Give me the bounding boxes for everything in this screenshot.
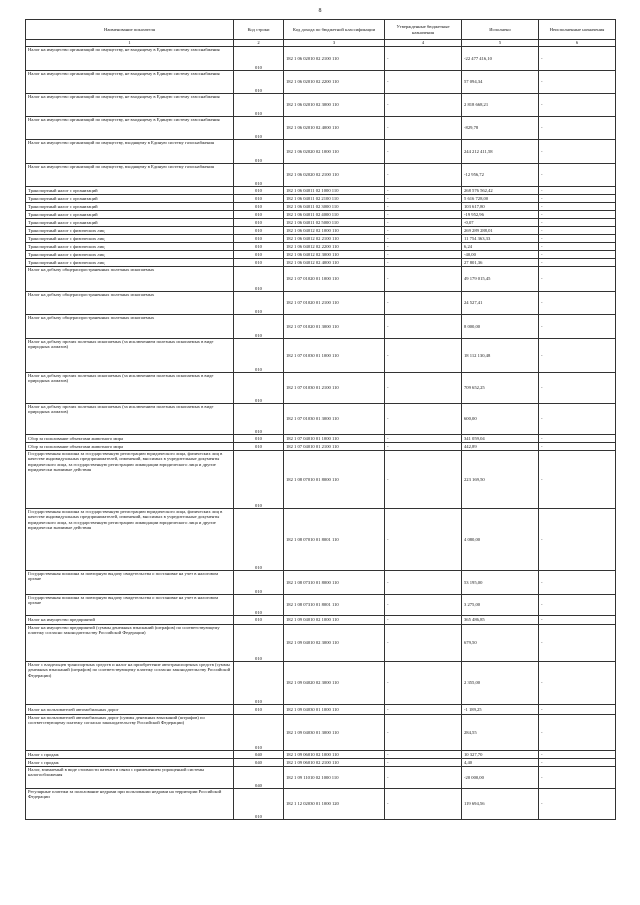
row-approved: - [385, 751, 462, 759]
table-row [26, 203, 616, 211]
row-code: 010 [234, 195, 284, 203]
table-row [26, 443, 616, 451]
row-code: 010 [234, 292, 284, 315]
row-approved: - [385, 47, 462, 71]
row-executed: 18 112 130,48 [462, 339, 539, 373]
row-kbk: 182 1 12 02030 01 1000 120 [284, 789, 385, 820]
row-kbk: 182 1 06 02020 02 2100 110 [284, 164, 385, 187]
row-code: 010 [234, 203, 284, 211]
table-row [26, 509, 616, 571]
row-code: 010 [234, 267, 284, 292]
table-row [26, 595, 616, 616]
row-executed: 268 576 562,42 [462, 187, 539, 195]
row-unexecuted: - [539, 47, 616, 71]
row-executed: 49 179 015,45 [462, 267, 539, 292]
row-name: Налог на имущество организаций по имуществу, не входящему в Единую систему газоснабжения [26, 71, 234, 94]
row-approved: - [385, 94, 462, 117]
row-name: Налог на имущество организаций по имуществу, не входящему в Единую систему газоснабжения [26, 117, 234, 140]
row-unexecuted: - [539, 767, 616, 789]
row-code: 010 [234, 625, 284, 662]
row-kbk: 182 1 07 01030 01 1000 110 [284, 339, 385, 373]
table-row [26, 339, 616, 373]
row-executed: 4,40 [462, 759, 539, 767]
row-approved: - [385, 140, 462, 164]
row-kbk: 182 1 06 02010 02 2200 110 [284, 71, 385, 94]
row-approved: - [385, 339, 462, 373]
row-kbk: 182 1 09 11010 02 1000 110 [284, 767, 385, 789]
row-executed: 119 694,56 [462, 789, 539, 820]
row-name: Налог на имущество организаций по имуществу, не входящему в Единую систему газоснабжения [26, 47, 234, 71]
row-approved: - [385, 662, 462, 705]
row-name: Налог с продаж [26, 751, 234, 759]
row-code: 010 [234, 616, 284, 625]
row-kbk: 182 1 08 07010 01 8001 110 [284, 509, 385, 571]
row-name: Транспортный налог с физических лиц [26, 243, 234, 251]
row-code: 010 [234, 595, 284, 616]
row-name: Налог на пользователей автомобильных дорог [26, 705, 234, 715]
page-number: 8 [318, 8, 322, 14]
row-code: 010 [234, 662, 284, 705]
col-header-approved: Утвержденные бюджетные назначения [385, 20, 462, 40]
row-code: 010 [234, 451, 284, 509]
table-row [26, 435, 616, 443]
row-approved: - [385, 435, 462, 443]
row-executed: 709 652,25 [462, 373, 539, 404]
table-row [26, 227, 616, 235]
row-approved: - [385, 235, 462, 243]
row-name: Налог на имущество организаций по имуществу, не входящему в Единую систему газоснабжения [26, 94, 234, 117]
row-code: 010 [234, 251, 284, 259]
row-executed: -22 477 416,10 [462, 47, 539, 71]
table-row [26, 767, 616, 789]
row-executed: 57 094,34 [462, 71, 539, 94]
row-kbk: 182 1 06 02010 02 4000 110 [284, 117, 385, 140]
row-kbk: 182 1 06 04012 02 3000 110 [284, 251, 385, 259]
row-name: Налог на добычу прочих полезных ископаемых (за исключением полезных ископаемых в виде природных алмазов) [26, 339, 234, 373]
row-unexecuted: - [539, 315, 616, 339]
row-executed: -19 952,96 [462, 211, 539, 219]
row-executed: -0,07 [462, 219, 539, 227]
row-executed: 244 212 411,58 [462, 140, 539, 164]
table-row [26, 117, 616, 140]
table-row [26, 751, 616, 759]
row-name: Транспортный налог с физических лиц [26, 227, 234, 235]
row-code: 010 [234, 705, 284, 715]
row-kbk: 182 1 06 02010 02 2100 110 [284, 47, 385, 71]
row-approved: - [385, 195, 462, 203]
row-code: 010 [234, 187, 284, 195]
row-approved: - [385, 243, 462, 251]
table-row [26, 71, 616, 94]
row-name: Транспортный налог с организаций [26, 203, 234, 211]
row-code: 010 [234, 509, 284, 571]
row-executed: 3 275,00 [462, 595, 539, 616]
row-approved: - [385, 251, 462, 259]
row-approved: - [385, 164, 462, 187]
row-unexecuted: - [539, 404, 616, 435]
row-unexecuted: - [539, 662, 616, 705]
row-unexecuted: - [539, 140, 616, 164]
row-approved: - [385, 595, 462, 616]
row-kbk: 182 1 09 04010 02 3000 110 [284, 625, 385, 662]
row-unexecuted: - [539, 251, 616, 259]
row-kbk: 182 1 06 04011 02 3000 110 [284, 203, 385, 211]
row-unexecuted: - [539, 451, 616, 509]
row-kbk: 182 1 08 07010 01 8000 110 [284, 451, 385, 509]
table-row [26, 789, 616, 820]
table-row [26, 211, 616, 219]
row-executed: 284,55 [462, 715, 539, 751]
row-name: Налог на пользователей автомобильных дорог (суммы денежных взысканий (штрафов) по соответствующему платежу согласно законодательству Российской Федерации) [26, 715, 234, 751]
row-name: Государственная пошлина за повторную выдачу свидетельства о постановке на учет в налоговом органе [26, 571, 234, 595]
row-unexecuted: - [539, 203, 616, 211]
row-kbk: 182 1 06 04012 02 2100 110 [284, 235, 385, 243]
column-number: 5 [462, 40, 539, 47]
row-approved: - [385, 219, 462, 227]
row-kbk: 182 1 06 04012 02 4000 110 [284, 259, 385, 267]
table-row [26, 616, 616, 625]
column-number: 1 [26, 40, 234, 47]
row-executed: 600,00 [462, 404, 539, 435]
row-code: 010 [234, 435, 284, 443]
table-header-row [26, 20, 616, 40]
column-number-row [26, 40, 616, 47]
row-kbk: 182 1 07 04010 01 1000 110 [284, 435, 385, 443]
row-kbk: 182 1 09 04020 02 3000 110 [284, 662, 385, 705]
row-name: Налог на имущество предприятий [26, 616, 234, 625]
row-code: 040 [234, 759, 284, 767]
row-executed: 53 195,00 [462, 571, 539, 595]
row-executed: -12 956,72 [462, 164, 539, 187]
row-approved: - [385, 117, 462, 140]
row-kbk: 182 1 09 06010 02 1000 110 [284, 751, 385, 759]
row-approved: - [385, 715, 462, 751]
row-executed: 341 059,04 [462, 435, 539, 443]
row-executed: 365 486,85 [462, 616, 539, 625]
row-unexecuted: - [539, 187, 616, 195]
row-executed: 269 289 288,01 [462, 227, 539, 235]
table-row [26, 195, 616, 203]
row-unexecuted: - [539, 715, 616, 751]
row-approved: - [385, 705, 462, 715]
row-unexecuted: - [539, 292, 616, 315]
row-code: 010 [234, 211, 284, 219]
row-executed: 442,89 [462, 443, 539, 451]
row-approved: - [385, 509, 462, 571]
row-name: Налог с продаж [26, 759, 234, 767]
table-row [26, 219, 616, 227]
row-name: Государственная пошлина за государственную регистрацию юридического лица, физических лиц в качестве индивидуальных предпринимателей, изменений, вносимых в учредительные документы юридического лица, за государственную регистрацию ликвидации юридического лица и другие юридически значимые действия [26, 509, 234, 571]
col-header-name: Наименование показателя [26, 20, 234, 40]
row-code: 010 [234, 219, 284, 227]
row-name: Налог на имущество организаций по имуществу, входящему в Единую систему газоснабжения [26, 164, 234, 187]
row-executed: 27 801,36 [462, 259, 539, 267]
row-approved: - [385, 211, 462, 219]
row-code: 010 [234, 47, 284, 71]
row-code: 010 [234, 243, 284, 251]
row-kbk: 182 1 07 01030 01 3000 110 [284, 404, 385, 435]
table-row [26, 164, 616, 187]
row-kbk: 182 1 06 04011 02 1000 110 [284, 187, 385, 195]
table-row [26, 571, 616, 595]
row-executed: -40,00 [462, 251, 539, 259]
table-row [26, 759, 616, 767]
table-row [26, 187, 616, 195]
row-kbk: 182 1 09 06010 02 2100 110 [284, 759, 385, 767]
row-code: 010 [234, 259, 284, 267]
row-kbk: 182 1 06 04011 02 2100 110 [284, 195, 385, 203]
row-approved: - [385, 571, 462, 595]
row-kbk: 182 1 09 04030 01 1000 110 [284, 705, 385, 715]
row-code: 010 [234, 373, 284, 404]
table-row [26, 625, 616, 662]
row-kbk: 182 1 08 07310 01 8000 110 [284, 571, 385, 595]
row-name: Регулярные платежи за пользование недрами при пользовании недрами на территории Российской Федерации [26, 789, 234, 820]
table-row [26, 259, 616, 267]
row-executed: 103 617,80 [462, 203, 539, 211]
row-unexecuted: - [539, 267, 616, 292]
row-name: Налог на имущество организаций по имуществу, входящему в Единую систему газоснабжения [26, 140, 234, 164]
row-kbk: 182 1 08 07310 01 8001 110 [284, 595, 385, 616]
row-name: Государственная пошлина за повторную выдачу свидетельства о постановке на учет в налоговом органе [26, 595, 234, 616]
row-code: 010 [234, 404, 284, 435]
row-unexecuted: - [539, 625, 616, 662]
row-executed: 11 754 363,33 [462, 235, 539, 243]
row-code: 040 [234, 751, 284, 759]
row-kbk: 182 1 07 01020 01 2100 110 [284, 292, 385, 315]
row-approved: - [385, 789, 462, 820]
table-row [26, 140, 616, 164]
row-name: Транспортный налог с физических лиц [26, 235, 234, 243]
row-executed: 5 616 728,00 [462, 195, 539, 203]
row-executed: 24 527,41 [462, 292, 539, 315]
row-approved: - [385, 443, 462, 451]
row-unexecuted: - [539, 373, 616, 404]
row-name: Государственная пошлина за государственную регистрацию юридического лица, физических лиц в качестве индивидуальных предпринимателей, изменений, вносимых в учредительные документы юридического лица, за государственную регистрацию ликвидации юридического лица и другие юридически значимые действия [26, 451, 234, 509]
row-code: 010 [234, 715, 284, 751]
row-unexecuted: - [539, 94, 616, 117]
row-approved: - [385, 625, 462, 662]
row-code: 010 [234, 71, 284, 94]
row-executed: 679,50 [462, 625, 539, 662]
row-executed: 2 818 668,21 [462, 94, 539, 117]
row-unexecuted: - [539, 195, 616, 203]
row-unexecuted: - [539, 259, 616, 267]
row-executed: 223 169,50 [462, 451, 539, 509]
row-approved: - [385, 767, 462, 789]
row-kbk: 182 1 09 04010 02 1000 110 [284, 616, 385, 625]
row-unexecuted: - [539, 509, 616, 571]
row-name: Налог на добычу общераспространенных полезных ископаемых [26, 267, 234, 292]
row-approved: - [385, 315, 462, 339]
table-row [26, 315, 616, 339]
column-number: 2 [234, 40, 284, 47]
row-kbk: 182 1 06 04012 02 1000 110 [284, 227, 385, 235]
row-approved: - [385, 71, 462, 94]
table-row [26, 404, 616, 435]
row-unexecuted: - [539, 339, 616, 373]
row-kbk: 182 1 06 02010 02 3000 110 [284, 94, 385, 117]
row-name: Транспортный налог с физических лиц [26, 259, 234, 267]
row-unexecuted: - [539, 435, 616, 443]
row-unexecuted: - [539, 616, 616, 625]
row-kbk: 182 1 07 04010 01 2100 110 [284, 443, 385, 451]
table-row [26, 47, 616, 71]
row-name: Транспортный налог с физических лиц [26, 251, 234, 259]
row-code: 010 [234, 164, 284, 187]
row-executed: -20 000,00 [462, 767, 539, 789]
row-unexecuted: - [539, 789, 616, 820]
row-unexecuted: - [539, 759, 616, 767]
row-code: 010 [234, 789, 284, 820]
row-code: 010 [234, 443, 284, 451]
row-executed: 8 000,00 [462, 315, 539, 339]
row-unexecuted: - [539, 227, 616, 235]
row-name: Налог, взимаемый в виде стоимости патента в связи с применением упрощенной системы налогообложения [26, 767, 234, 789]
row-approved: - [385, 187, 462, 195]
row-approved: - [385, 267, 462, 292]
col-header-executed: Исполнено [462, 20, 539, 40]
row-name: Транспортный налог с организаций [26, 219, 234, 227]
row-name: Налог на добычу общераспространенных полезных ископаемых [26, 292, 234, 315]
row-kbk: 182 1 07 01020 01 1000 110 [284, 267, 385, 292]
col-header-unexecuted: Неисполненные назначения [539, 20, 616, 40]
row-code: 010 [234, 315, 284, 339]
table-row [26, 251, 616, 259]
row-unexecuted: - [539, 71, 616, 94]
row-code: 010 [234, 117, 284, 140]
row-name: Налог на имущество предприятий (суммы денежных взысканий (штрафов) по соответствующему платежу согласно законодательству Российской Федерации) [26, 625, 234, 662]
table-row [26, 94, 616, 117]
row-unexecuted: - [539, 595, 616, 616]
row-kbk: 182 1 06 04011 02 4000 110 [284, 211, 385, 219]
row-executed: 6,24 [462, 243, 539, 251]
row-approved: - [385, 292, 462, 315]
revenue-table [25, 19, 616, 820]
row-executed: -829,78 [462, 117, 539, 140]
row-unexecuted: - [539, 117, 616, 140]
table-row [26, 243, 616, 251]
row-executed: 4 080,00 [462, 509, 539, 571]
row-name: Транспортный налог с организаций [26, 211, 234, 219]
row-name: Налог на добычу прочих полезных ископаемых (за исключением полезных ископаемых в виде природных алмазов) [26, 373, 234, 404]
row-unexecuted: - [539, 219, 616, 227]
table-row [26, 292, 616, 315]
row-name: Транспортный налог с организаций [26, 187, 234, 195]
col-header-code: Код строки [234, 20, 284, 40]
column-number: 3 [284, 40, 385, 47]
table-body [26, 47, 616, 820]
table-row [26, 715, 616, 751]
row-name: Сбор за пользование объектами животного мира [26, 443, 234, 451]
row-code: 010 [234, 140, 284, 164]
row-approved: - [385, 616, 462, 625]
row-unexecuted: - [539, 211, 616, 219]
row-unexecuted: - [539, 443, 616, 451]
row-unexecuted: - [539, 705, 616, 715]
row-approved: - [385, 259, 462, 267]
row-approved: - [385, 203, 462, 211]
row-kbk: 182 1 06 04012 02 2200 110 [284, 243, 385, 251]
row-unexecuted: - [539, 751, 616, 759]
table-row [26, 705, 616, 715]
col-header-kbk: Код дохода по бюджетной классификации [284, 20, 385, 40]
row-unexecuted: - [539, 235, 616, 243]
row-code: 040 [234, 767, 284, 789]
row-code: 010 [234, 94, 284, 117]
row-executed: -1 189,25 [462, 705, 539, 715]
row-name: Сбор за пользование объектами животного мира [26, 435, 234, 443]
row-approved: - [385, 759, 462, 767]
table-row [26, 267, 616, 292]
table-row [26, 235, 616, 243]
row-approved: - [385, 404, 462, 435]
row-unexecuted: - [539, 571, 616, 595]
row-name: Транспортный налог с организаций [26, 195, 234, 203]
row-kbk: 182 1 07 01020 01 3000 110 [284, 315, 385, 339]
row-unexecuted: - [539, 243, 616, 251]
row-code: 010 [234, 339, 284, 373]
row-name: Налог на добычу общераспространенных полезных ископаемых [26, 315, 234, 339]
row-kbk: 182 1 06 02020 02 1000 110 [284, 140, 385, 164]
table-row [26, 451, 616, 509]
row-code: 010 [234, 571, 284, 595]
row-kbk: 182 1 07 01030 01 2100 110 [284, 373, 385, 404]
row-approved: - [385, 227, 462, 235]
table-row [26, 373, 616, 404]
row-executed: 2 355,00 [462, 662, 539, 705]
row-executed: 10 327,70 [462, 751, 539, 759]
row-kbk: 182 1 09 04030 01 3000 110 [284, 715, 385, 751]
row-code: 010 [234, 235, 284, 243]
row-approved: - [385, 451, 462, 509]
row-code: 010 [234, 227, 284, 235]
row-kbk: 182 1 06 04011 02 5000 110 [284, 219, 385, 227]
table-row [26, 662, 616, 705]
row-name: Налог с владельцев транспортных средств и налог на приобретение автотранспортных средств (суммы денежных взысканий (штрафов) по соответствующему платежу согласно законодательству Российской Федерации) [26, 662, 234, 705]
row-approved: - [385, 373, 462, 404]
row-name: Налог на добычу прочих полезных ископаемых (за исключением полезных ископаемых в виде природных алмазов) [26, 404, 234, 435]
column-number: 4 [385, 40, 462, 47]
row-unexecuted: - [539, 164, 616, 187]
column-number: 6 [539, 40, 616, 47]
